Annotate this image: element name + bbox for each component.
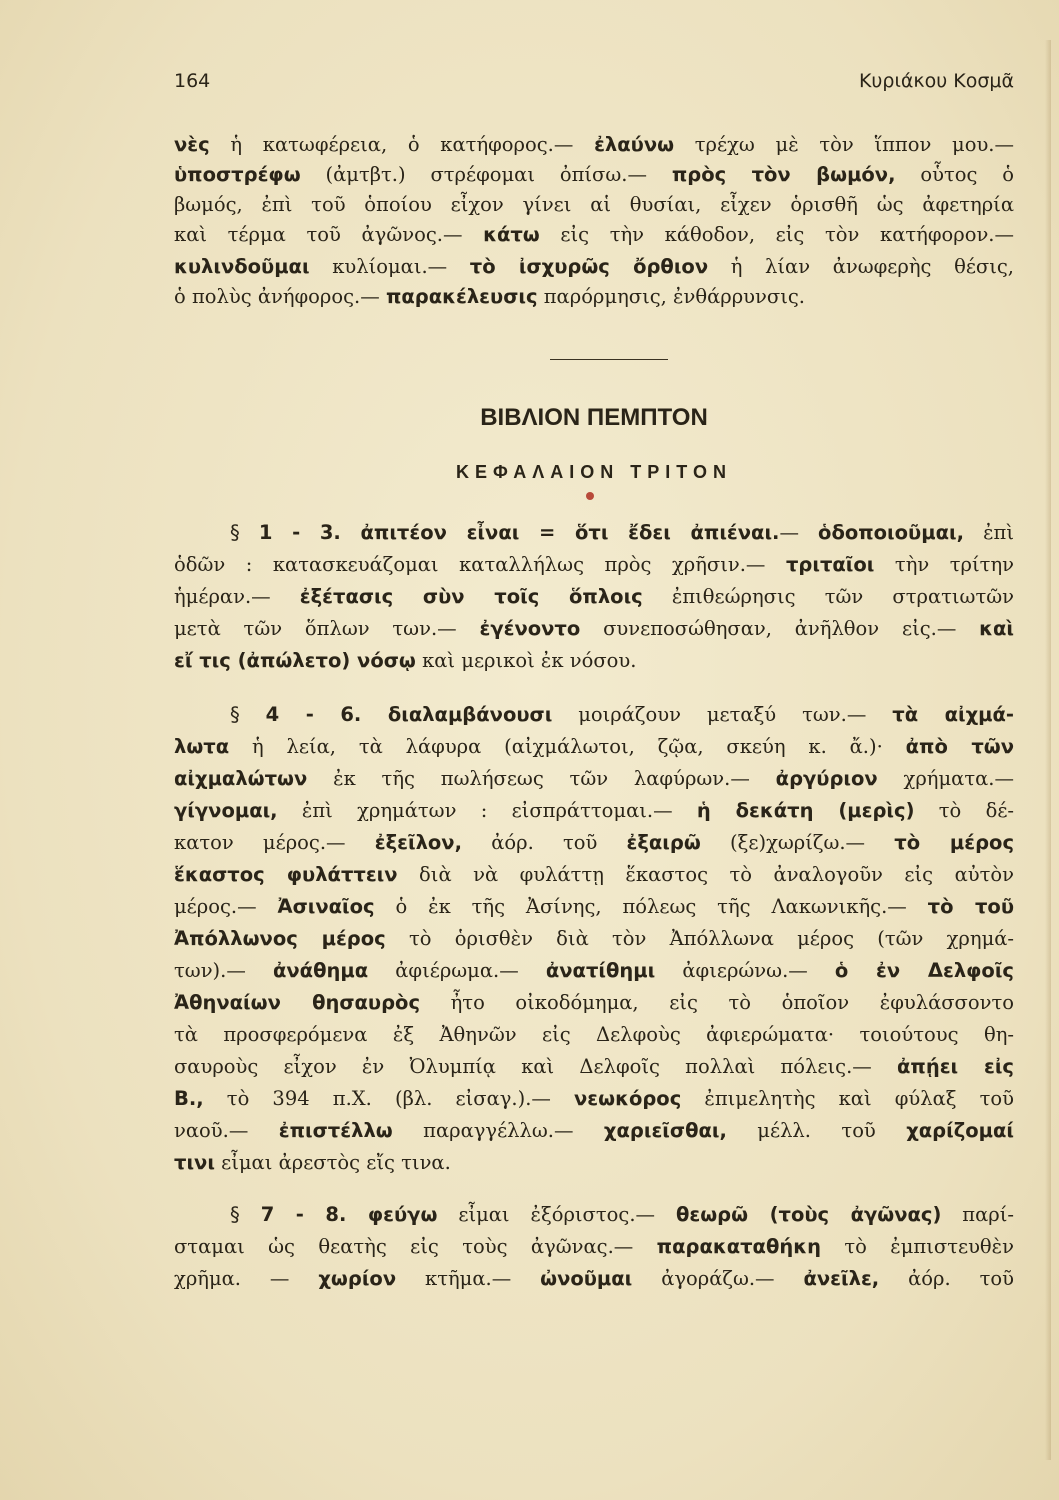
lemma-bold: χαριεῖσθαι, [603, 1119, 727, 1142]
ornament-dot [586, 492, 594, 500]
text-line [174, 860, 1014, 889]
text-span: καὶ μερικοὶ ἐκ νόσου. [415, 649, 637, 672]
text-span: εἶμαι ἀρεστὸς εἴς τινα. [214, 1151, 451, 1174]
text-span: ὁ ἐκ τῆς Ἀσίνης, πόλεως τῆς Λακωνικῆς.— [374, 895, 928, 918]
lemma-bold: Ἀπόλλωνος μέρος [174, 927, 386, 950]
text-line [174, 252, 1014, 281]
lemma-bold: ὠνοῦμαι [540, 1267, 633, 1290]
text-span: ἀγοράζω.— [632, 1267, 804, 1290]
text-line [174, 190, 1014, 219]
text-span: σαυροὺς εἶχον ἐν Ὀλυμπίᾳ καὶ Δελφοῖς πολλαὶ πόλεις.— [174, 1055, 897, 1078]
text-line [174, 1148, 1014, 1177]
lemma-bold: ἐγένοντο [479, 617, 581, 640]
lemma-bold: αἰχμαλώτων [174, 767, 308, 790]
lemma-bold: ἀνατίθημι [545, 959, 656, 982]
text-span: καὶ τέρμα τοῦ ἀγῶνος.— [174, 223, 484, 246]
text-span: παρί- [941, 1203, 1014, 1226]
text-span: ὁδῶν : κατασκευάζομαι καταλλήλως πρὸς χρῆσιν.— [174, 553, 786, 576]
text-span: ἦτο οἰκοδόμημα, εἰς τὸ ὁποῖον ἐφυλάσσοντο [420, 991, 1014, 1014]
text-span: ἐπιθεώρησις τῶν στρατιωτῶν [642, 585, 1014, 608]
text-span: εἰς τὴν κάθοδον, εἰς τὸν κατήφορον.— [539, 223, 1014, 246]
text-line [174, 1264, 1014, 1293]
text-span: ἡ λίαν ἀνωφερὴς θέσις, [708, 255, 1014, 278]
text-span: ἡ λεία, τὰ λάφυρα (αἰχμάλωτοι, ζῷα, σκεύη κ. ἄ.)· [229, 735, 906, 758]
lemma-bold: γίγνομαι, [174, 799, 278, 822]
lemma-bold: παρακέλευσις [385, 285, 538, 308]
text-span: τὸ ἐμπιστευθὲν [820, 1235, 1014, 1258]
text-line [174, 796, 1014, 825]
text-span: ὁ πολὺς ἀνήφορος.— [174, 285, 386, 308]
lemma-bold: 7 - 8. φεύγω [260, 1203, 438, 1226]
text-line [174, 1020, 1014, 1049]
text-span: § [230, 1203, 261, 1226]
page-edge-shadow [1045, 40, 1051, 1460]
lemma-bold: ἀπὸ τῶν [905, 735, 1014, 758]
lemma-bold: νεωκόρος [574, 1087, 682, 1110]
text-span: κτῆμα.— [396, 1267, 541, 1290]
text-line [174, 220, 1014, 249]
lemma-bold: ἕκαστος φυλάττειν [174, 863, 398, 886]
lemma-bold: ἐξέτασις σὺν τοῖς ὅπλοις [299, 585, 643, 608]
text-span: χρῆμα. — [174, 1267, 319, 1290]
lemma-bold: 1 - 3. ἀπιτέον εἶναι = ὅτι ἔδει ἀπιέναι. [258, 521, 780, 544]
text-span: τὰ προσφερόμενα ἐξ Ἀθηνῶν εἰς Δελφοὺς ἀφιερώματα· τοιούτους θη- [174, 1023, 1014, 1046]
lemma-bold: τὸ τοῦ [927, 895, 1014, 918]
text-span: § [230, 703, 266, 726]
text-line [174, 550, 1014, 579]
text-span: τρέχω μὲ τὸν ἵππον μου.— [674, 133, 1014, 156]
book-heading: ΒΙΒΛΙΟΝ ΠΕΜΠΤΟΝ [480, 404, 708, 431]
lemma-bold: κυλινδοῦμαι [174, 255, 310, 278]
lemma-bold: Ἀθηναίων θησαυρὸς [174, 991, 421, 1014]
lemma-bold: ἐλαύνω [594, 133, 675, 156]
text-span: — [779, 521, 819, 544]
text-line [174, 956, 1014, 985]
text-line [174, 828, 1014, 857]
chapter-heading: ΚΕΦΑΛΑΙΟΝ ΤΡΙΤΟΝ [456, 462, 732, 482]
text-line [174, 160, 1014, 189]
text-line [230, 700, 1014, 729]
lemma-bold: ὑποστρέφω [174, 163, 301, 186]
lemma-bold: ἀνάθημα [273, 959, 369, 982]
text-line [174, 1052, 1014, 1081]
lemma-bold: ὁ ἐν Δελφοῖς [834, 959, 1014, 982]
text-span: ἀόρ. τοῦ [879, 1267, 1014, 1290]
text-line [174, 282, 1014, 311]
text-line [174, 1116, 1014, 1145]
lemma-bold: ἐπιστέλλω [278, 1119, 393, 1142]
running-header [174, 70, 1014, 100]
text-span: μοιράζουν μεταξύ των.— [552, 703, 893, 726]
text-span: ἀφιερώνω.— [655, 959, 835, 982]
text-span: ἡ κατωφέρεια, ὁ κατήφορος.— [209, 133, 595, 156]
text-span: διὰ νὰ φυλάττῃ ἕκαστος τὸ ἀναλογοῦν εἰς αὐτὸν [397, 863, 1014, 886]
lemma-bold: νὲς [174, 133, 210, 156]
lemma-bold: χαρίζομαί [906, 1119, 1014, 1142]
text-span: ναοῦ.— [174, 1119, 279, 1142]
text-line [174, 1084, 1014, 1113]
lemma-bold: τινι [174, 1151, 215, 1174]
text-line [174, 614, 1014, 643]
lemma-bold: παρακαταθήκη [656, 1235, 821, 1258]
text-span: παρόρμησις, ἐνθάρρυνσις. [537, 285, 805, 308]
lemma-bold: Ἀσιναῖος [277, 895, 375, 918]
text-span: οὗτος ὁ [895, 163, 1015, 186]
text-span: των).— [174, 959, 273, 982]
text-span: ἐπιμελητὴς καὶ φύλαξ τοῦ [681, 1087, 1014, 1110]
lemma-bold: χωρίον [318, 1267, 397, 1290]
lemma-bold: τὸ ἰσχυρῶς ὄρθιον [469, 255, 709, 278]
text-line [174, 892, 1014, 921]
lemma-bold: τὰ αἰχμά- [892, 703, 1015, 726]
text-span: ἀόρ. τοῦ [462, 831, 627, 854]
text-span: τὴν τρίτην [874, 553, 1014, 576]
text-line [174, 582, 1014, 611]
lemma-bold: καὶ [979, 617, 1015, 640]
lemma-bold: ὁδοποιοῦμαι, [818, 521, 964, 544]
lemma-bold: Β., [174, 1087, 204, 1110]
running-title: Κυριάκου Κοσμᾶ [858, 70, 1014, 92]
text-span: μετὰ τῶν ὅπλων των.— [174, 617, 480, 640]
text-span: εἶμαι ἐξόριστος.— [437, 1203, 676, 1226]
text-span: ἡμέραν.— [174, 585, 300, 608]
text-span: χρήματα.— [877, 767, 1014, 790]
text-line [174, 732, 1014, 761]
text-line [174, 646, 1014, 675]
text-line [174, 988, 1014, 1017]
text-line [230, 518, 1014, 547]
text-span: βωμός, ἐπὶ τοῦ ὁποίου εἶχον γίνει αἱ θυσίαι, εἶχεν ὁρισθῆ ὡς ἀφετηρία [174, 193, 1014, 216]
text-line [174, 764, 1014, 793]
text-span: παραγγέλλω.— [392, 1119, 604, 1142]
text-span: συνεποσώθησαν, ἀνῆλθον εἰς.— [580, 617, 980, 640]
text-line [230, 1200, 1014, 1229]
lemma-bold: λωτα [174, 735, 230, 758]
lemma-bold: ἐξαιρῶ [626, 831, 701, 854]
lemma-bold: θεωρῶ (τοὺς ἀγῶνας) [675, 1203, 942, 1226]
text-span: ἐπὶ [963, 521, 1014, 544]
section-divider [550, 359, 668, 360]
text-span: ἐκ τῆς πωλήσεως τῶν λαφύρων.— [307, 767, 776, 790]
text-span: κατον μέρος.— [174, 831, 375, 854]
text-line [174, 130, 1014, 159]
page-number: 164 [174, 70, 211, 92]
text-span: ἀφιέρωμα.— [368, 959, 546, 982]
text-line [174, 924, 1014, 953]
lemma-bold: ἀργύριον [775, 767, 878, 790]
lemma-bold: ἀνεῖλε, [803, 1267, 880, 1290]
text-span: τὸ δέ- [914, 799, 1015, 822]
text-span: τὸ ὁρισθὲν διὰ τὸν Ἀπόλλωνα μέρος (τῶν χρημά- [385, 927, 1015, 950]
text-span: (ἀμτβτ.) στρέφομαι ὀπίσω.— [300, 163, 672, 186]
text-span: μέρος.— [174, 895, 278, 918]
lemma-bold: τὸ μέρος [894, 831, 1015, 854]
text-span: κυλίομαι.— [309, 255, 470, 278]
lemma-bold: ἐξεῖλον, [374, 831, 462, 854]
lemma-bold: τριταῖοι [785, 553, 875, 576]
text-span: μέλλ. τοῦ [726, 1119, 907, 1142]
lemma-bold: κάτω [483, 223, 540, 246]
lemma-bold: πρὸς τὸν βωμόν, [671, 163, 896, 186]
text-span: ἐπὶ χρημάτων : εἰσπράττομαι.— [277, 799, 697, 822]
lemma-bold: 4 - 6. διαλαμβάνουσι [265, 703, 553, 726]
lemma-bold: ἀπῄει εἰς [897, 1055, 1014, 1078]
text-span: σταμαι ὡς θεατὴς εἰς τοὺς ἀγῶνας.— [174, 1235, 657, 1258]
text-span: (ξε)χωρίζω.— [700, 831, 895, 854]
text-span: τὸ 394 π.Χ. (βλ. εἰσαγ.).— [203, 1087, 575, 1110]
lemma-bold: ἡ δεκάτη (μερὶς) [696, 799, 915, 822]
text-line [174, 1232, 1014, 1261]
lemma-bold: εἴ τις (ἀπώλετο) νόσῳ [174, 649, 416, 672]
text-span: § [230, 521, 259, 544]
